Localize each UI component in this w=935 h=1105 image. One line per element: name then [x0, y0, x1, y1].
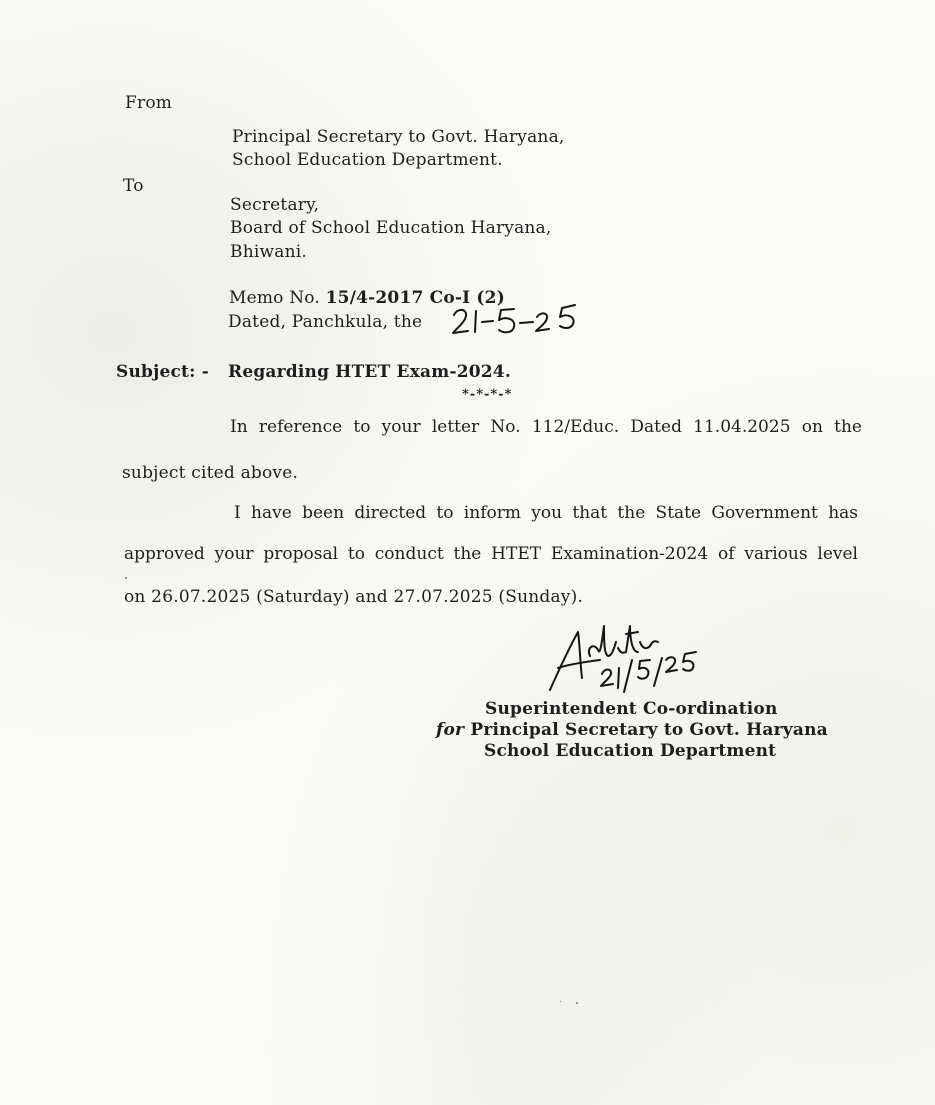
handwritten-date — [448, 300, 588, 340]
subject-text: Regarding HTET Exam-2024. — [228, 362, 511, 382]
memo-prefix: Memo No. — [229, 288, 321, 308]
sign-department: School Education Department — [484, 741, 777, 761]
from-label: From — [125, 93, 173, 113]
memo-number: 15/4-2017 Co-I (2) — [325, 288, 505, 308]
paper-speck — [576, 1002, 578, 1004]
sign-on-behalf — [436, 720, 828, 740]
para-2-line-2: approved your proposal to conduct the HTET Examination-2024 of various level — [124, 544, 858, 564]
paper-speck — [560, 1001, 561, 1002]
separator: *-*-*-* — [462, 387, 513, 402]
to-line-2: Board of School Education Haryana, — [230, 218, 552, 238]
para-1-line-1: In reference to your letter No. 112/Educ. Dated 11.04.2025 on the — [230, 417, 862, 437]
from-line-1: Principal Secretary to Govt. Haryana, — [232, 127, 565, 147]
sign-designation: Superintendent Co-ordination — [485, 699, 778, 719]
para-1-line-2: subject cited above. — [122, 463, 299, 483]
sign-authority: Principal Secretary to Govt. Haryana — [464, 720, 828, 740]
to-line-1: Secretary, — [230, 195, 320, 215]
subject-label: Subject: - — [116, 362, 209, 382]
sign-for-word: for — [436, 720, 465, 740]
paper-speck — [125, 577, 127, 579]
to-label: To — [123, 176, 144, 196]
dated-prefix: Dated, Panchkula, the — [228, 312, 423, 332]
para-2-line-3: on 26.07.2025 (Saturday) and 27.07.2025 (Sunday). — [124, 587, 584, 607]
to-line-3: Bhiwani. — [230, 242, 307, 262]
signature-icon — [540, 612, 710, 697]
para-2-line-1: I have been directed to inform you that the State Government has — [234, 503, 858, 523]
from-line-2: School Education Department. — [232, 150, 503, 170]
